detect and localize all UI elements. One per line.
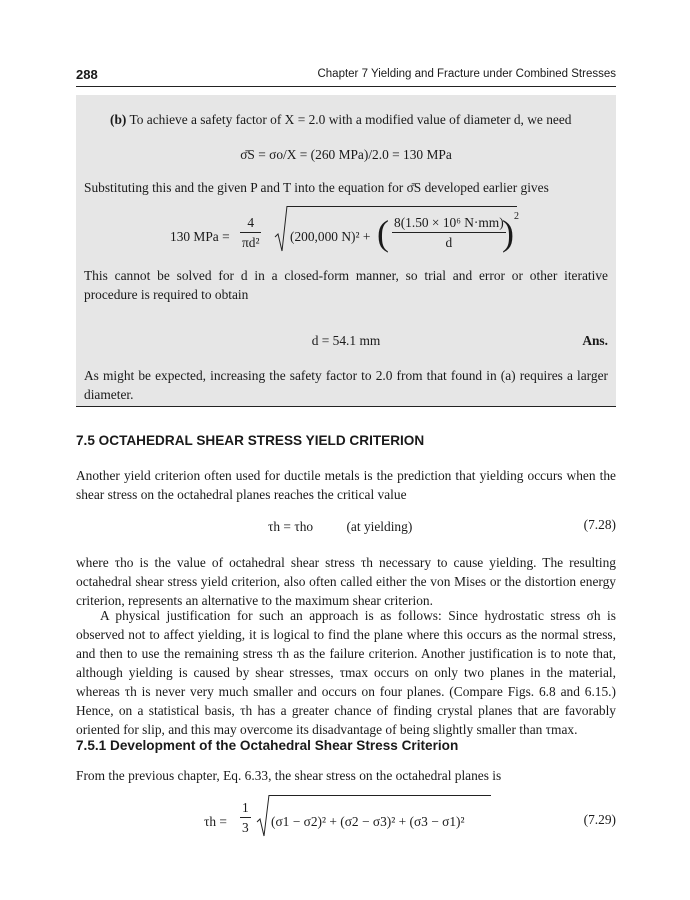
header-rule (76, 86, 616, 87)
box-bottom-rule (76, 406, 616, 407)
eq-exponent: 2 (514, 211, 519, 222)
radical-sign-729 (256, 794, 270, 838)
eq729-lhs: τh = (204, 814, 227, 829)
part-text: To achieve a safety factor of X = 2.0 with a modified value of diameter d, we need (129, 112, 572, 127)
eq-frac-num: 4 (247, 215, 255, 230)
paren-right: ) (502, 213, 514, 253)
eq-lhs: 130 MPa = (170, 229, 230, 244)
section-title: 7.5 OCTAHEDRAL SHEAR STRESS YIELD CRITERION (76, 433, 425, 448)
subsection-title: 7.5.1 Development of the Octahedral Shear Stress Criterion (76, 738, 459, 753)
equation-number-729: (7.29) (583, 812, 616, 827)
expected-text: As might be expected, increasing the safety factor to 2.0 from that found in (a) requires a larger diameter. (84, 368, 608, 402)
eq-inner-den: d (392, 232, 506, 252)
eq-inner-frac (392, 213, 506, 252)
equation-sigma-s: σ̄S = σo/X = (260 MPa)/2.0 = 130 MPa (240, 147, 452, 162)
radical-bar-729 (269, 795, 491, 796)
example-part-b (110, 110, 610, 129)
eq729-frac (240, 798, 251, 837)
radical-sign (274, 205, 288, 255)
closed-form-text: This cannot be solved for d in a closed-form manner, so trial and error or other iterative procedure is required to obtain (84, 268, 608, 302)
eq729-frac-den: 3 (240, 817, 251, 837)
eq728-note: (at yielding) (346, 519, 413, 534)
equation-728 (268, 517, 412, 536)
radical-bar (287, 206, 517, 207)
eq-frac-den: πd² (240, 232, 261, 252)
paragraph-justification: A physical justification for such an approach is as follows: Since hydrostatic stress σh is observed not to affect yielding, it is logical to find the plane where this occurs as the normal stress, and then to use the remaining stress τh as the failure criterion. Another justification is to note that, although yielding is caused by shear stresses, τmax occurs on only two planes in the material, whereas τh is never very much smaller and occurs on four planes. (Compare Figs. 6.8 and 6.15.) Hence, on a statistical basis, τh has a greater chance of finding crystal planes that are favorably oriented for slip, and this may overcome its disadvantage of being slightly smaller than τmax. (76, 608, 616, 737)
equation-diameter (170, 213, 570, 259)
running-head: Chapter 7 Yielding and Fracture under Combined Stresses (317, 68, 616, 80)
page-number: 288 (76, 67, 98, 82)
subsection-intro: From the previous chapter, Eq. 6.33, the shear stress on the octahedral planes is (76, 768, 502, 783)
eq728-lhs: τh = τho (268, 519, 314, 534)
answer-label: Ans. (582, 333, 608, 348)
substitution-text: Substituting this and the given P and T into the equation for σ̄S developed earlier gives (84, 180, 549, 195)
paren-left: ( (377, 213, 389, 253)
eq729-frac-num: 1 (242, 800, 249, 815)
equation-729 (204, 798, 504, 842)
eq729-radicand: (σ1 − σ2)² + (σ2 − σ3)² + (σ3 − σ1)² (271, 814, 465, 829)
section-intro: Another yield criterion often used for ductile metals is the prediction that yielding occurs when the shear stress on the octahedral planes reaches the critical value (76, 468, 616, 502)
part-label: (b) (110, 112, 127, 127)
eq-inner-num: 8(1.50 × 10⁶ N·mm) (394, 215, 504, 230)
eq-term1: (200,000 N)² + (290, 229, 371, 244)
equation-number-728: (7.28) (583, 517, 616, 532)
equation-result: d = 54.1 mm (311, 333, 381, 348)
paragraph-definition: where τho is the value of octahedral shear stress τh necessary to cause yielding. The resulting octahedral shear stress yield criterion, also often called either the von Mises or the distortion energy criterion, represents an alternative to the maximum shear criterion. (76, 555, 616, 608)
eq-frac (240, 213, 261, 252)
